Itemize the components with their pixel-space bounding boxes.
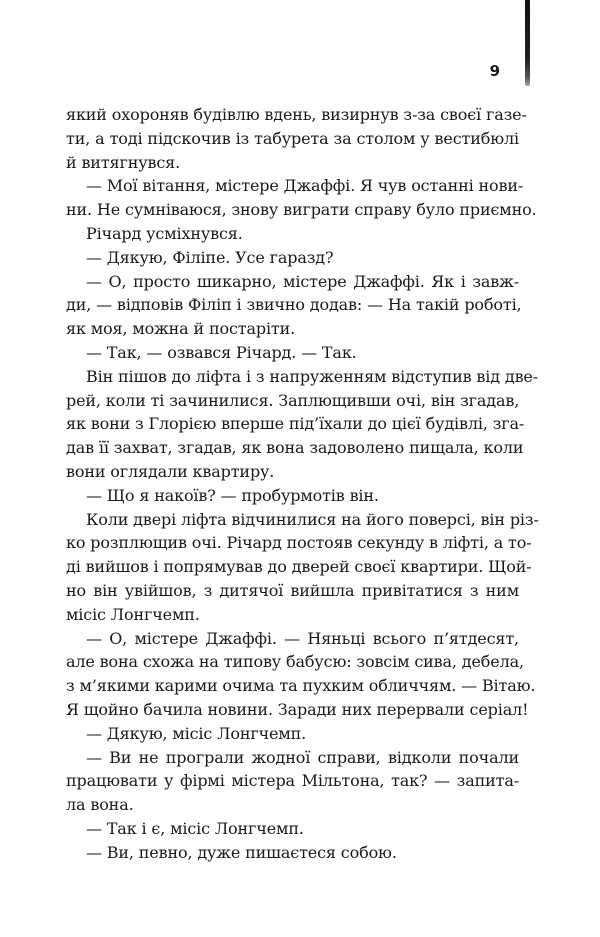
text-line: — Мої вітання, містере Джаффі. Я чув останні нови- [86,176,524,196]
text-line: ни. Не сумніваюся, знову виграти справу було приємно. [66,200,537,220]
text-line: й витягнувся. [66,152,181,172]
text-line: — Ви не програли жодної справи, відколи почали [86,747,519,767]
text-line: який охороняв будівлю вдень, визирнув з-за своєї газе- [66,105,527,124]
text-line: Він пішов до ліфта і з напруженням відступив від две- [86,366,539,386]
page-number: 9 [489,62,500,80]
text-line: працювати у фірмі містера Мільтона, так? — запита- [66,771,519,791]
text-line: ко розплющив очі. Річард постояв секунду в ліфті, а то- [66,533,532,553]
text-line: ді вийшов і попрямував до дверей своєї квартири. Щой- [66,557,532,577]
text-line: — Що я накоїв? — пробурмотів він. [86,485,379,505]
text-line: — О, містере Джаффі. — Няньці всього п’ятдесят, [86,628,519,648]
page-edge-bar [525,0,530,86]
text-line: вони оглядали квартиру. [66,461,275,481]
text-line: — Так, — озвався Річард. — Так. [86,342,357,362]
text-line: Я щойно бачила новини. Заради них перервали серіал! [66,699,529,719]
text-line: дав її захват, згадав, як вона задоволено пищала, коли [66,438,524,458]
text-line: з м’якими карими очима та пухким обличчям. — Вітаю. [66,676,536,696]
text-line: рей, коли ті зачинилися. Заплющивши очі, він згадав, [66,390,520,410]
text-line: — Дякую, місіс Лонгчемп. [86,723,307,743]
text-line: — О, просто шикарно, містере Джаффі. Як і завж- [86,271,519,291]
text-line: — Дякую, Філіпе. Усе гаразд? [86,247,334,267]
text-line: ди, — відповів Філіп і звично додав: — На такій роботі, [66,295,522,315]
text-line: ти, а тоді підскочив із табурета за столом у вестибюлі [66,128,519,148]
text-line: як вони з Глорією вперше під’їхали до цієї будівлі, згa- [66,414,525,434]
text-line: Річард усміхнувся. [86,223,243,243]
body-text [66,103,539,865]
text-line: ла вона. [66,795,134,815]
text-line: як моя, можна й постаріти. [66,319,296,339]
text-line: місіс Лонгчемп. [66,604,200,624]
text-line: але вона схожа на типову бабусю: зовсім сива, дебела, [66,652,524,672]
text-line: но він увійшов, з дитячої вийшла привітатися з ним [66,580,519,600]
text-line: Коли двері ліфта відчинилися на його поверсі, він різ- [86,509,539,529]
text-line: — Так і є, місіс Лонгчемп. [86,818,304,838]
text-line: — Ви, певно, дуже пишаєтеся собою. [86,842,397,862]
